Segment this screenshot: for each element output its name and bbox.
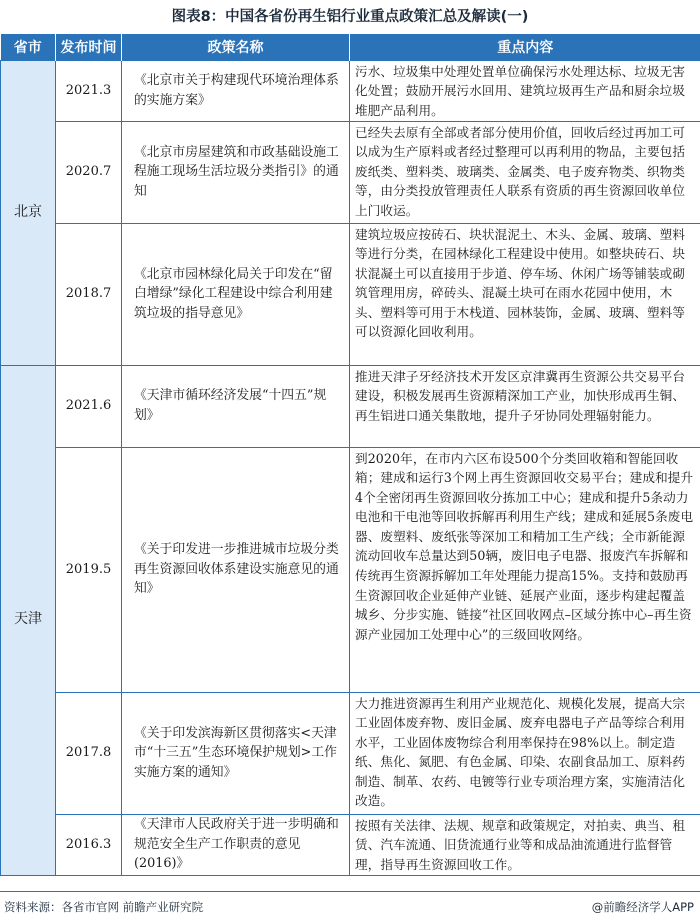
policy-name-cell: 《关于印发进一步推进城市垃圾分类再生资源回收体系建设实施意见的通知》 bbox=[122, 447, 350, 692]
policy-name-cell: 《天津市循环经济发展“十四五”规划》 bbox=[122, 365, 350, 447]
source-note: 资料来源：各省市官网 前瞻产业研究院 bbox=[4, 900, 204, 914]
date-cell: 2021.3 bbox=[56, 60, 122, 121]
province-cell: 天津 bbox=[1, 365, 56, 875]
table-row bbox=[1, 223, 700, 365]
header-province: 省市 bbox=[1, 34, 56, 60]
content-cell: 按照有关法律、法规、规章和政策规定，对拍卖、典当、租赁、汽车流通、旧货流通行业等和成品油流通进行监督管理，指导再生资源回收工作。 bbox=[350, 814, 700, 875]
date-cell: 2018.7 bbox=[56, 223, 122, 365]
policy-name-cell: 《北京市关于构建现代环境治理体系的实施方案》 bbox=[122, 60, 350, 121]
chart-title: 图表8：中国各省份再生铝行业重点政策汇总及解读(一) bbox=[171, 9, 529, 25]
date-cell: 2017.8 bbox=[56, 692, 122, 814]
footer bbox=[0, 891, 700, 919]
header-content: 重点内容 bbox=[350, 34, 700, 60]
date-cell: 2020.7 bbox=[56, 121, 122, 223]
content-cell: 推进天津子牙经济技术开发区京津冀再生资源公共交易平台建设，积极发展再生资源精深加工产业，加快形成再生铜、再生铝进口通关集散地，提升子牙协同处理辐射能力。 bbox=[350, 365, 700, 447]
content-cell: 污水、垃圾集中处理处置单位确保污水处理达标、垃圾无害化处置；鼓励开展污水回用、建筑垃圾再生产品和厨余垃圾堆肥产品利用。 bbox=[350, 60, 700, 121]
table-row bbox=[1, 447, 700, 692]
policy-table bbox=[0, 34, 700, 876]
header-date: 发布时间 bbox=[56, 34, 122, 60]
table-row bbox=[1, 365, 700, 447]
policy-name-cell: 《北京市园林绿化局关于印发在“留白增绿”绿化工程建设中综合利用建筑垃圾的指导意见》 bbox=[122, 223, 350, 365]
policy-name-cell: 《天津市人民政府关于进一步明确和规范安全生产工作职责的意见(2016)》 bbox=[122, 814, 350, 875]
content-cell: 建筑垃圾应按砖石、块状混泥土、木头、金属、玻璃、塑料等进行分类，在园林绿化工程建设中使用。如整块砖石、块状混凝土可以直接用于步道、停车场、休闲广场等铺装或砌筑管理用房，碎砖头、混凝土块可在雨水花园中使用，木头、塑料等可用于木栈道、园林装饰，金属、玻璃、塑料等可以资源化回收利用。 bbox=[350, 223, 700, 365]
table-row bbox=[1, 60, 700, 121]
table-header-row bbox=[1, 34, 700, 60]
policy-name-cell: 《关于印发滨海新区贯彻落实<天津市“十三五”生态环境保护规划>工作实施方案的通知》 bbox=[122, 692, 350, 814]
date-cell: 2021.6 bbox=[56, 365, 122, 447]
content-cell: 到2020年，在市内六区布设500个分类回收箱和智能回收箱；建成和运行3个网上再生资源回收交易平台；建成和提升4个全密闭再生资源回收分拣加工中心；建成和提升5条动力电池和干电池等回收拆解再利用生产线；建成和延展5条废电器、废塑料、废纸张等深加工和精加工生产线；全市新能源流动回收车总量达到50辆，废旧电子电器、报废汽车拆解和传统再生资源拆解加工年处理能力提高15%。支持和鼓励再生资源回收企业延伸产业链、延展产业面，逐步构建起覆盖城乡、分步实施、链接“社区回收网点–区域分拣中心–再生资源产业园加工处理中心”的三级回收网络。 bbox=[350, 447, 700, 692]
table-row bbox=[1, 692, 700, 814]
date-cell: 2019.5 bbox=[56, 447, 122, 692]
table-row bbox=[1, 121, 700, 223]
province-cell: 北京 bbox=[1, 60, 56, 365]
date-cell: 2016.3 bbox=[56, 814, 122, 875]
policy-name-cell: 《北京市房屋建筑和市政基础设施工程施工现场生活垃圾分类指引》的通知 bbox=[122, 121, 350, 223]
table-row bbox=[1, 814, 700, 875]
content-cell: 已经失去原有全部或者部分使用价值，回收后经过再加工可以成为生产原料或者经过整理可以再利用的物品，主要包括废纸类、塑料类、玻璃类、金属类、电子废弃物类、织物类等，由分类投放管理责任人联系有资质的再生资源回收单位上门收运。 bbox=[350, 121, 700, 223]
content-cell: 大力推进资源再生利用产业规范化、规模化发展，提高大宗工业固体废弃物、废旧金属、废弃电器电子产品等综合利用水平，工业固体废物综合利用率保持在98%以上。制定造纸、焦化、氮肥、有色金属、印染、农副食品加工、原料药制造、制革、农药、电镀等行业专项治理方案，实施清洁化改造。 bbox=[350, 692, 700, 814]
credit-note: @前瞻经济学人APP bbox=[591, 900, 694, 914]
header-policy: 政策名称 bbox=[122, 34, 350, 60]
